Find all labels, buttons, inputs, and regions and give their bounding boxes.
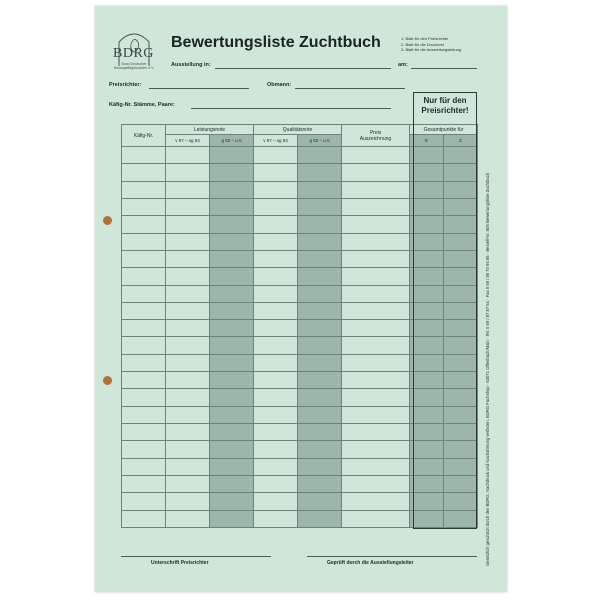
table-cell[interactable]: [122, 250, 166, 267]
table-cell[interactable]: [166, 233, 210, 250]
ausstellung-label: Ausstellung in:: [171, 62, 211, 68]
table-cell[interactable]: [210, 493, 254, 510]
table-cell[interactable]: [298, 337, 342, 354]
table-cell[interactable]: [342, 250, 410, 267]
col-header-gesamt: Gesamtpunkte für: [410, 125, 478, 135]
table-cell[interactable]: [122, 372, 166, 389]
table-cell[interactable]: [298, 198, 342, 215]
table-cell[interactable]: [122, 302, 166, 319]
table-cell[interactable]: [210, 441, 254, 458]
table-cell[interactable]: [210, 147, 254, 164]
sig-judge-label: Unterschrift Preisrichter: [151, 560, 209, 566]
col-header-preis: Preis Auszeichnung: [342, 125, 410, 147]
table-cell[interactable]: [210, 337, 254, 354]
table-cell[interactable]: [210, 372, 254, 389]
kaefig-label: Käfig-Nr. Stämme, Paare:: [109, 102, 175, 108]
table-cell[interactable]: [166, 389, 210, 406]
table-cell[interactable]: [254, 164, 298, 181]
table-cell[interactable]: [298, 510, 342, 527]
table-cell[interactable]: [298, 302, 342, 319]
table-cell[interactable]: [342, 424, 410, 441]
table-cell[interactable]: [122, 164, 166, 181]
table-cell[interactable]: [254, 458, 298, 475]
table-cell[interactable]: [210, 198, 254, 215]
table-cell[interactable]: [342, 233, 410, 250]
table-cell[interactable]: [166, 424, 210, 441]
judge-only-box: [413, 92, 477, 529]
table-cell[interactable]: [166, 216, 210, 233]
table-cell[interactable]: [122, 285, 166, 302]
table-cell[interactable]: [210, 424, 254, 441]
judge-only-label: Nur für den Preisrichter!: [421, 96, 469, 115]
table-cell[interactable]: [254, 424, 298, 441]
table-cell[interactable]: [122, 475, 166, 492]
subheader-g1: E: [410, 135, 444, 147]
table-cell[interactable]: [298, 233, 342, 250]
table-cell[interactable]: [122, 268, 166, 285]
table-cell[interactable]: [298, 372, 342, 389]
table-cell[interactable]: [342, 458, 410, 475]
table-cell[interactable]: [166, 198, 210, 215]
table-cell[interactable]: [342, 302, 410, 319]
table-cell[interactable]: [166, 285, 210, 302]
table-cell[interactable]: [122, 510, 166, 527]
table-cell[interactable]: [342, 285, 410, 302]
table-cell[interactable]: [254, 441, 298, 458]
preisrichter-line[interactable]: [149, 88, 249, 89]
table-cell[interactable]: [122, 147, 166, 164]
table-cell[interactable]: [342, 320, 410, 337]
table-cell[interactable]: [254, 354, 298, 371]
table-cell[interactable]: [122, 233, 166, 250]
copy-line-2: 2. Blatt für die Druckerei: [401, 41, 444, 47]
kaefig-line[interactable]: [191, 108, 391, 109]
table-cell[interactable]: [342, 337, 410, 354]
table-cell[interactable]: [122, 424, 166, 441]
table-cell[interactable]: [254, 493, 298, 510]
table-cell[interactable]: [342, 147, 410, 164]
table-cell[interactable]: [122, 406, 166, 423]
table-cell[interactable]: [122, 181, 166, 198]
table-cell[interactable]: [342, 268, 410, 285]
form-sheet: [95, 6, 507, 592]
table-cell[interactable]: [342, 372, 410, 389]
table-cell[interactable]: [298, 389, 342, 406]
table-cell[interactable]: [342, 493, 410, 510]
table-cell[interactable]: [166, 250, 210, 267]
table-cell[interactable]: [166, 406, 210, 423]
table-cell[interactable]: [254, 337, 298, 354]
table-cell[interactable]: [342, 354, 410, 371]
copy-line-1: 1. Blatt für den Preisrichter: [401, 36, 449, 41]
table-cell[interactable]: [342, 181, 410, 198]
form-title: Bewertungsliste Zuchtbuch: [171, 34, 381, 51]
col-header-leistung: Leistungsnote: [166, 125, 254, 135]
copy-instructions: [401, 36, 461, 53]
table-cell[interactable]: [254, 233, 298, 250]
obmann-label: Obmann:: [267, 82, 292, 88]
table-cell[interactable]: [166, 302, 210, 319]
table-cell[interactable]: [298, 250, 342, 267]
table-cell[interactable]: [166, 354, 210, 371]
table-cell[interactable]: [298, 285, 342, 302]
sig-leitung-line[interactable]: [307, 556, 477, 557]
ausstellung-line[interactable]: [215, 68, 391, 69]
table-cell[interactable]: [166, 458, 210, 475]
subheader-q2: g 92 – u 0: [298, 135, 342, 147]
table-cell[interactable]: [122, 354, 166, 371]
table-cell[interactable]: [210, 216, 254, 233]
subheader-q1: v 97 – sg 93: [254, 135, 298, 147]
table-cell[interactable]: [254, 389, 298, 406]
table-cell[interactable]: [254, 147, 298, 164]
col-header-qualitaet: Qualitätsnote: [254, 125, 342, 135]
table-cell[interactable]: [342, 441, 410, 458]
copy-line-3: 3. Blatt für die Ausstellungsleitung: [401, 47, 462, 52]
punch-hole-bottom: [103, 376, 112, 385]
table-cell[interactable]: [166, 164, 210, 181]
table-cell[interactable]: [210, 164, 254, 181]
table-cell[interactable]: [298, 406, 342, 423]
table-cell[interactable]: [298, 441, 342, 458]
table-cell[interactable]: [166, 337, 210, 354]
table-cell[interactable]: [210, 285, 254, 302]
table-cell[interactable]: [342, 164, 410, 181]
obmann-line[interactable]: [295, 88, 405, 89]
side-legal-text: Gesetzlich geschützt durch den BDRG. Nachdruck und Nachahmung verboten. BDRG Fachshop · 63071 Offenbach/Main · Tel. 0 69 / 87 87 54 · Fax 0 69 / 85 70 94 85 · Bestell-Nr. 805 Bewertungsliste Zuchtbuch: [485, 172, 490, 566]
table-cell[interactable]: [122, 441, 166, 458]
table-cell[interactable]: [298, 216, 342, 233]
preisrichter-label: Preisrichter:: [109, 82, 142, 88]
table-cell[interactable]: [342, 475, 410, 492]
table-cell[interactable]: [210, 320, 254, 337]
table-cell[interactable]: [254, 181, 298, 198]
table-cell[interactable]: [166, 268, 210, 285]
table-cell[interactable]: [122, 389, 166, 406]
sig-judge-line[interactable]: [121, 556, 271, 557]
table-cell[interactable]: [210, 406, 254, 423]
table-cell[interactable]: [122, 458, 166, 475]
table-cell[interactable]: [122, 198, 166, 215]
table-cell[interactable]: [342, 406, 410, 423]
table-cell[interactable]: [298, 354, 342, 371]
table-cell[interactable]: [122, 337, 166, 354]
table-cell[interactable]: [342, 198, 410, 215]
table-cell[interactable]: [122, 216, 166, 233]
table-cell[interactable]: [166, 475, 210, 492]
subheader-l1: v 97 – sg 93: [166, 135, 210, 147]
table-cell[interactable]: [122, 320, 166, 337]
logo-subtitle: Bund Deutscher Rassegeflügelzüchter e.V.: [113, 62, 155, 70]
logo-text: BDRG: [113, 46, 154, 61]
table-cell[interactable]: [166, 147, 210, 164]
table-cell[interactable]: [166, 181, 210, 198]
punch-hole-top: [103, 216, 112, 225]
table-cell[interactable]: [210, 458, 254, 475]
table-cell[interactable]: [298, 320, 342, 337]
sig-leitung-label: Geprüft durch die Ausstellungsleiter: [327, 560, 414, 566]
table-cell[interactable]: [210, 510, 254, 527]
table-cell[interactable]: [298, 268, 342, 285]
table-cell[interactable]: [210, 268, 254, 285]
table-cell[interactable]: [210, 389, 254, 406]
table-cell[interactable]: [210, 233, 254, 250]
table-cell[interactable]: [298, 475, 342, 492]
am-label: am:: [398, 62, 408, 68]
table-cell[interactable]: [166, 372, 210, 389]
table-cell[interactable]: [166, 441, 210, 458]
table-cell[interactable]: [298, 164, 342, 181]
table-cell[interactable]: [254, 302, 298, 319]
table-cell[interactable]: [166, 510, 210, 527]
table-cell[interactable]: [254, 250, 298, 267]
table-cell[interactable]: [254, 406, 298, 423]
col-header-kaefig: Käfig-Nr.: [122, 125, 166, 147]
table-cell[interactable]: [254, 268, 298, 285]
subheader-l2: g 92 – u 0: [210, 135, 254, 147]
table-cell[interactable]: [254, 216, 298, 233]
table-cell[interactable]: [298, 424, 342, 441]
table-cell[interactable]: [210, 181, 254, 198]
table-cell[interactable]: [210, 354, 254, 371]
table-cell[interactable]: [298, 181, 342, 198]
table-cell[interactable]: [210, 250, 254, 267]
table-cell[interactable]: [166, 493, 210, 510]
table-cell[interactable]: [254, 320, 298, 337]
table-cell[interactable]: [254, 475, 298, 492]
table-cell[interactable]: [122, 493, 166, 510]
table-cell[interactable]: [342, 389, 410, 406]
table-cell[interactable]: [254, 372, 298, 389]
table-cell[interactable]: [298, 493, 342, 510]
am-line[interactable]: [411, 68, 477, 69]
table-cell[interactable]: [342, 216, 410, 233]
table-cell[interactable]: [254, 285, 298, 302]
subheader-g2: Z: [444, 135, 478, 147]
table-cell[interactable]: [342, 510, 410, 527]
table-cell[interactable]: [210, 475, 254, 492]
table-cell[interactable]: [210, 302, 254, 319]
table-cell[interactable]: [254, 510, 298, 527]
table-cell[interactable]: [298, 147, 342, 164]
table-cell[interactable]: [254, 198, 298, 215]
table-cell[interactable]: [166, 320, 210, 337]
table-cell[interactable]: [298, 458, 342, 475]
